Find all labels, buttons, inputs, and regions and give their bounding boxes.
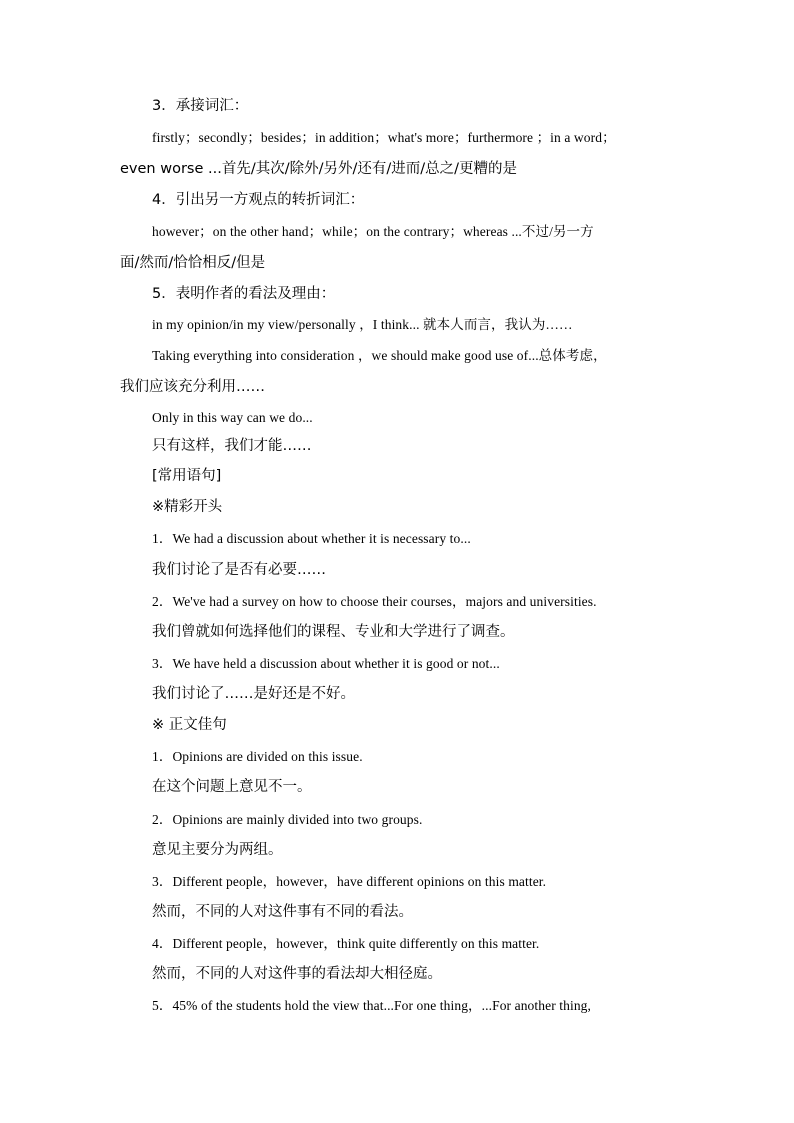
list-item-translation: 我们曾就如何选择他们的课程、专业和大学进行了调查。	[152, 624, 515, 640]
text-line: however；on the other hand；while；on the contrary；whereas ...不过/另一方	[152, 224, 594, 239]
list-item: 2．Opinions are mainly divided into two groups.	[152, 812, 423, 827]
list-item: 4．Different people，however，think quite differently on this matter.	[152, 936, 540, 951]
list-item-translation: 然而，不同的人对这件事的看法却大相径庭。	[152, 966, 442, 982]
list-item: 3．We have held a discussion about whether it is good or not...	[152, 656, 500, 671]
list-item-translation: 意见主要分为两组。	[152, 842, 283, 858]
list-item: 5．45% of the students hold the view that...For one thing，...For another thing,	[152, 998, 591, 1013]
subheading-openings: ※精彩开头	[152, 499, 223, 515]
list-item-translation: 我们讨论了……是好还是不好。	[152, 686, 355, 702]
subheading-body-sentences: ※ 正文佳句	[152, 717, 227, 733]
text-line: firstly；secondly；besides；in addition；what's more；furthermore ；in a word；	[152, 130, 616, 145]
text-line: in my opinion/in my view/personally ，I think... 就本人而言，我认为……	[152, 317, 573, 332]
list-item-translation: 我们讨论了是否有必要……	[152, 562, 326, 578]
list-item-translation: 然而，不同的人对这件事有不同的看法。	[152, 904, 413, 920]
list-item: 1．Opinions are divided on this issue.	[152, 749, 363, 764]
heading-contrast-words: 4．引出另一方观点的转折词汇：	[152, 192, 365, 208]
section-heading-common-sentences: [常用语句]	[152, 468, 222, 484]
list-item-translation: 在这个问题上意见不一。	[152, 779, 312, 795]
text-line: even worse ...首先/其次/除外/另外/还有/进而/总之/更糟的是	[120, 161, 518, 177]
text-line: Taking everything into consideration ，we should make good use of...总体考虑，	[152, 348, 607, 363]
text-line: 面/然而/恰恰相反/但是	[120, 255, 266, 271]
heading-transition-words: 3．承接词汇：	[152, 98, 249, 114]
text-line: 只有这样，我们才能……	[152, 438, 312, 454]
heading-author-view: 5．表明作者的看法及理由：	[152, 286, 336, 302]
list-item: 2．We've had a survey on how to choose their courses，majors and universities.	[152, 594, 597, 609]
list-item: 3．Different people，however，have different opinions on this matter.	[152, 874, 547, 889]
text-line: 我们应该充分利用……	[120, 379, 265, 395]
text-line: Only in this way can we do...	[152, 410, 313, 425]
list-item: 1．We had a discussion about whether it is necessary to...	[152, 531, 471, 546]
